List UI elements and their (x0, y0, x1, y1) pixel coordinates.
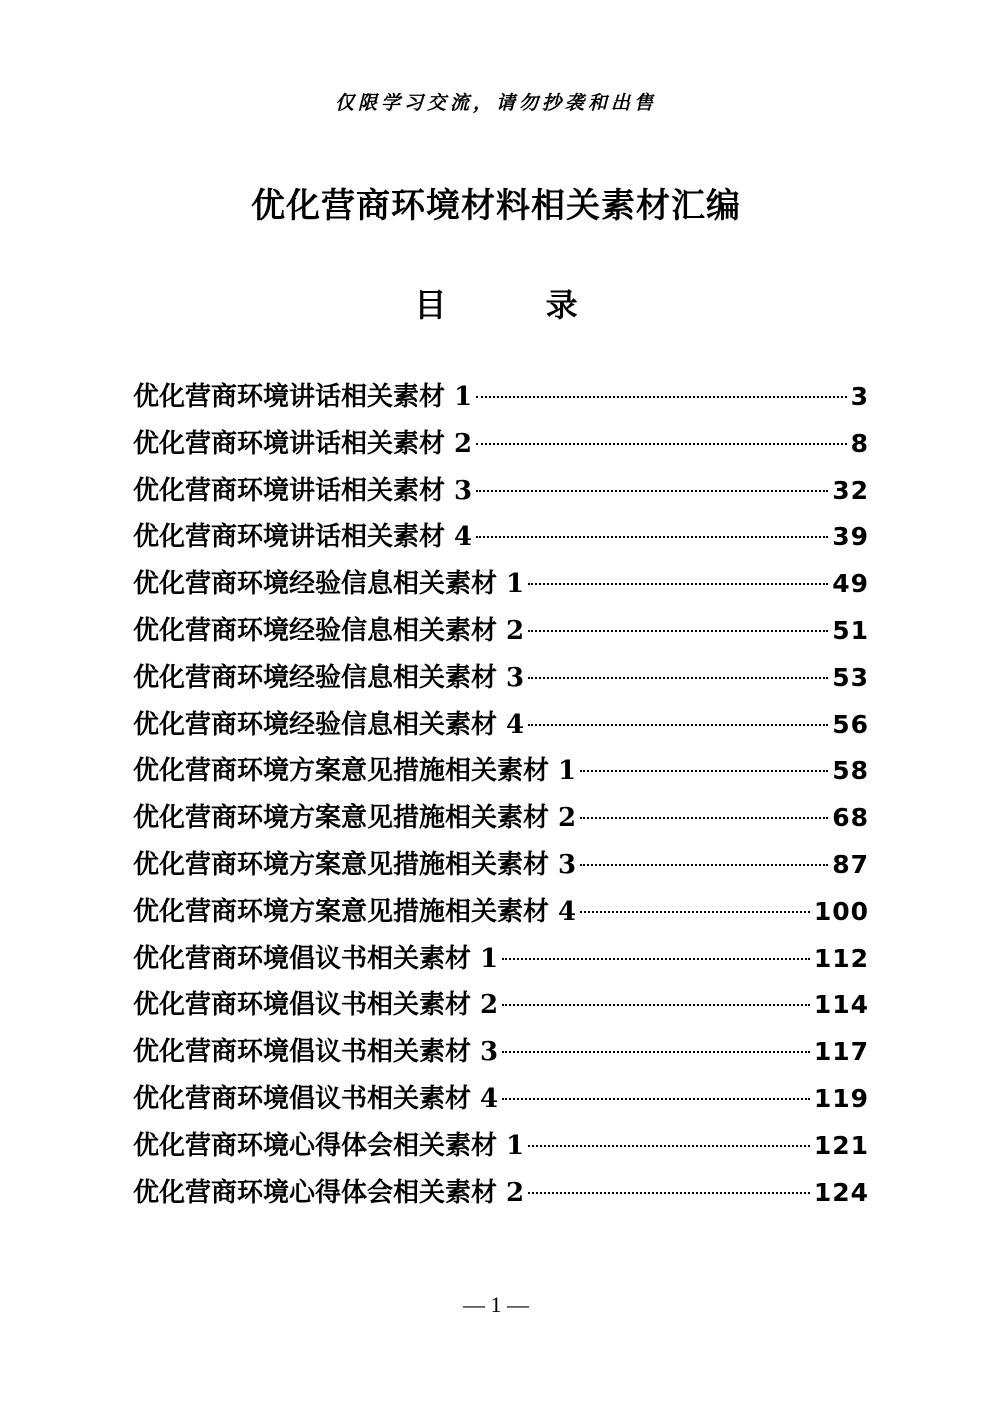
toc-entry[interactable] (133, 797, 869, 844)
toc-entry-label: 优化营商环境讲话相关素材 1 (133, 382, 473, 412)
toc-entry-page: 112 (813, 943, 869, 973)
toc-heading: 目 录 (414, 286, 622, 324)
toc-entry-page: 53 (832, 662, 869, 692)
toc-entry[interactable] (133, 1078, 869, 1125)
toc-entry[interactable] (133, 376, 869, 423)
toc-entry-label: 优化营商环境方案意见措施相关素材 2 (133, 803, 577, 834)
toc-entry-page: 3 (850, 382, 869, 411)
toc-entry-page: 49 (832, 569, 869, 599)
toc-entry[interactable] (133, 750, 869, 797)
toc-entry[interactable] (133, 1125, 869, 1172)
toc-entry[interactable] (133, 1172, 869, 1219)
toc-entry-page: 56 (832, 709, 869, 739)
toc-entry-page: 117 (813, 1037, 869, 1067)
toc-dot-leader (502, 1051, 810, 1053)
toc-entry[interactable] (133, 1031, 869, 1078)
toc-entry[interactable] (133, 984, 869, 1031)
toc-entry[interactable] (133, 938, 869, 985)
copyright-notice: 仅限学习交流，请勿抄袭和出售 (334, 92, 657, 114)
toc-entry-page: 87 (832, 849, 869, 879)
toc-entry-label: 优化营商环境倡议书相关素材 3 (133, 1037, 499, 1068)
page-number: — 1 — (463, 1292, 529, 1317)
toc-entry-page: 119 (813, 1083, 869, 1113)
toc-dot-leader (580, 911, 810, 913)
toc-entry[interactable] (133, 516, 869, 563)
toc-entry-label: 优化营商环境倡议书相关素材 4 (133, 1083, 499, 1114)
toc-entry-page: 32 (832, 475, 869, 505)
toc-dot-leader (580, 864, 828, 866)
toc-entry-page: 51 (832, 615, 869, 645)
toc-entry-page: 100 (813, 896, 869, 926)
document-title: 优化营商环境材料相关素材汇编 (251, 186, 741, 226)
toc-dot-leader (580, 770, 828, 772)
toc-entry-label: 优化营商环境方案意见措施相关素材 1 (133, 756, 577, 787)
toc-dot-leader (476, 396, 846, 398)
toc-entry-label: 优化营商环境心得体会相关素材 2 (133, 1177, 525, 1208)
toc-entry-label: 优化营商环境经验信息相关素材 4 (133, 709, 525, 740)
toc-entry-page: 114 (813, 990, 869, 1020)
toc-entry[interactable] (133, 610, 869, 657)
toc-entry-label: 优化营商环境讲话相关素材 2 (133, 428, 473, 459)
toc-entry[interactable] (133, 844, 869, 891)
toc-dot-leader (476, 536, 828, 538)
toc-dot-leader (528, 677, 828, 679)
toc-entry[interactable] (133, 657, 869, 704)
toc-entry-label: 优化营商环境经验信息相关素材 1 (133, 569, 525, 600)
toc-dot-leader (476, 490, 828, 492)
toc-entry-label: 优化营商环境倡议书相关素材 2 (133, 990, 499, 1021)
toc-entry-label: 优化营商环境方案意见措施相关素材 4 (133, 896, 577, 927)
toc-entry[interactable] (133, 470, 869, 517)
toc-entry[interactable] (133, 423, 869, 470)
table-of-contents (133, 376, 869, 1218)
toc-dot-leader (502, 958, 810, 960)
toc-entry-page: 39 (832, 522, 869, 552)
toc-entry-label: 优化营商环境心得体会相关素材 1 (133, 1130, 525, 1161)
toc-entry-page: 68 (832, 803, 869, 833)
toc-entry[interactable] (133, 891, 869, 938)
toc-dot-leader (502, 1004, 810, 1006)
toc-entry-page: 121 (813, 1130, 869, 1160)
toc-dot-leader (528, 630, 828, 632)
toc-entry-page: 124 (813, 1177, 869, 1207)
toc-entry-label: 优化营商环境讲话相关素材 4 (133, 522, 473, 553)
toc-dot-leader (502, 1098, 810, 1100)
toc-entry-label: 优化营商环境讲话相关素材 3 (133, 475, 473, 506)
toc-entry-label: 优化营商环境倡议书相关素材 1 (133, 943, 499, 974)
toc-entry[interactable] (133, 704, 869, 751)
toc-entry-label: 优化营商环境经验信息相关素材 2 (133, 615, 525, 646)
toc-dot-leader (528, 1192, 810, 1194)
toc-entry-page: 8 (850, 428, 869, 458)
toc-dot-leader (528, 583, 828, 585)
toc-entry-label: 优化营商环境经验信息相关素材 3 (133, 662, 525, 693)
toc-entry-page: 58 (832, 756, 869, 786)
toc-dot-leader (476, 443, 846, 445)
toc-entry-label: 优化营商环境方案意见措施相关素材 3 (133, 849, 577, 880)
toc-dot-leader (528, 1145, 810, 1147)
toc-dot-leader (528, 724, 828, 726)
toc-entry[interactable] (133, 563, 869, 610)
toc-dot-leader (580, 817, 828, 819)
